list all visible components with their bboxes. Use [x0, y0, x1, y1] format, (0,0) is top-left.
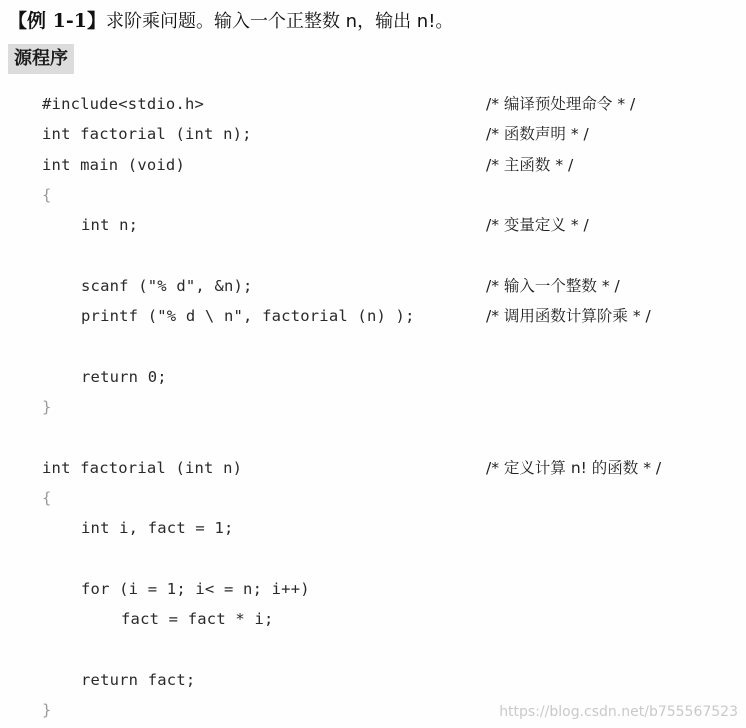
code-line: [0, 514, 746, 542]
code-statement: scanf ("% d", &n);: [81, 276, 253, 295]
code-line: [0, 666, 746, 694]
code-brace: }: [42, 701, 52, 719]
code-statement: fact = fact * i;: [121, 610, 274, 629]
code-statement: int factorial (int n);: [42, 125, 252, 144]
code-line: [0, 635, 746, 663]
code-line: [0, 575, 746, 603]
code-statement: return fact;: [81, 670, 196, 689]
code-line: [0, 272, 746, 300]
code-brace: {: [42, 488, 52, 507]
code-statement: int main (void): [42, 155, 185, 174]
code-line: [0, 151, 746, 179]
example-label: 【例 1-1】: [8, 10, 106, 32]
code-comment: /* 定义计算 n! 的函数 * /: [486, 458, 662, 477]
code-comment: /* 函数声明 * /: [486, 125, 589, 144]
code-line: [0, 332, 746, 360]
code-statement: for (i = 1; i< = n; i++): [81, 579, 310, 598]
code-line: [0, 393, 746, 421]
code-line: [0, 181, 746, 209]
code-line: [0, 363, 746, 391]
code-comment: /* 输入一个整数 * /: [486, 276, 620, 295]
code-statement: printf ("% d \ n", factorial (n) );: [81, 307, 415, 326]
code-brace: }: [42, 398, 52, 416]
code-statement: return 0;: [81, 367, 167, 386]
code-line: [0, 211, 746, 239]
code-line: [0, 302, 746, 330]
code-statement: int n;: [81, 216, 139, 235]
code-line: [0, 454, 746, 482]
code-statement: int i, fact = 1;: [81, 519, 234, 538]
code-comment: /* 编译预处理命令 * /: [486, 95, 636, 113]
code-line: [0, 120, 746, 148]
code-statement: int factorial (int n): [42, 458, 243, 477]
code-brace: {: [42, 185, 52, 204]
code-statement: #include<stdio.h>: [42, 95, 205, 113]
code-comment: /* 调用函数计算阶乘 * /: [486, 307, 651, 326]
code-comment: /* 主函数 * /: [486, 155, 574, 174]
code-line: [0, 484, 746, 512]
watermark-url: https://blog.csdn.net/b755567523: [499, 704, 738, 720]
example-description: 求阶乘问题。输入一个正整数 n，输出 n!。: [105, 11, 454, 32]
code-line: [0, 423, 746, 451]
section-heading-source-program: 源程序: [8, 44, 74, 74]
code-line: [0, 242, 746, 270]
code-line: [0, 545, 746, 573]
code-comment: /* 变量定义 * /: [486, 216, 589, 235]
code-line: [0, 90, 746, 118]
example-title: [8, 8, 453, 35]
code-line: [0, 605, 746, 633]
